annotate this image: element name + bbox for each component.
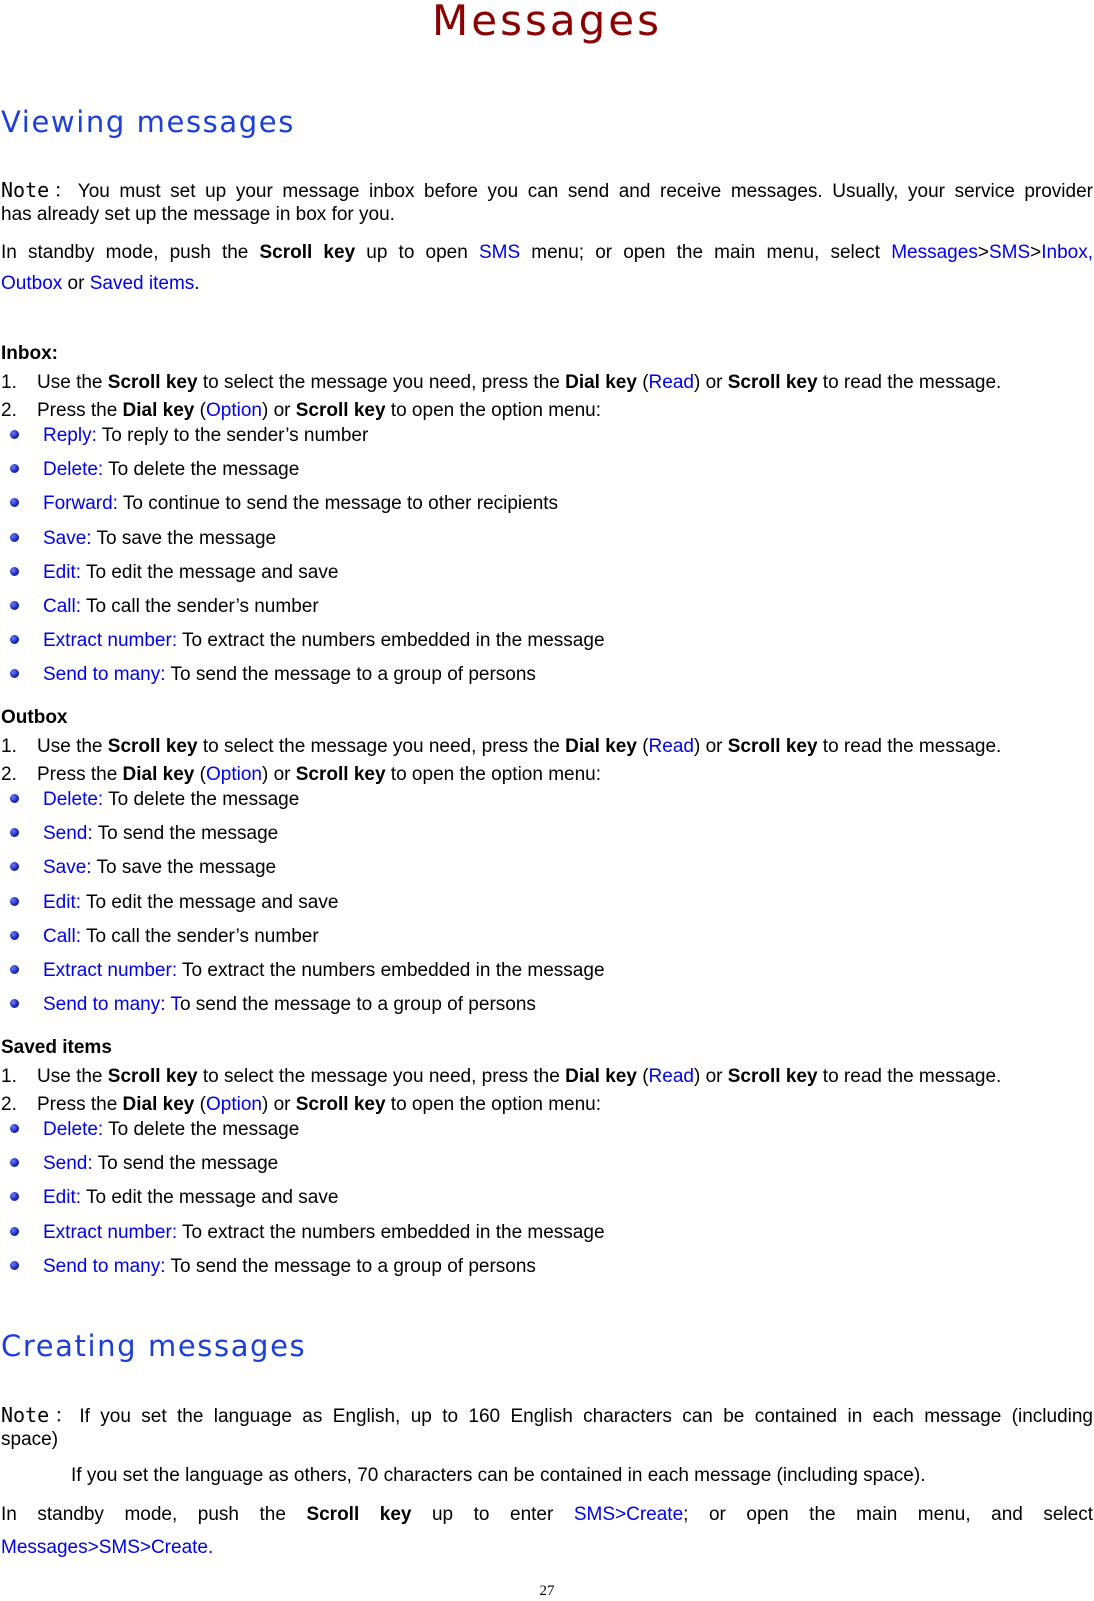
dial-key-term: Dial key [565,736,637,757]
text-run: ( [636,736,649,757]
step-number: 2. [1,764,17,785]
text-run: Use the [37,372,108,393]
text-run: Press the [37,764,123,785]
option-softkey-term: Option [205,400,262,421]
text-run: to read the message. [817,1066,1002,1087]
option-list-item [10,527,276,551]
viewing-paragraph [1,241,1093,265]
text-run: to read the message. [817,736,1002,757]
scroll-key-term: Scroll key [295,1094,386,1115]
option-list-item [10,822,278,846]
text-run: Press the [37,1094,123,1115]
bullet-icon [10,1261,19,1270]
option-label: Send to many: T [43,994,180,1016]
text-run: ) or [693,736,728,757]
text-run: to read the message. [817,372,1002,393]
scroll-key-term: Scroll key [727,736,818,757]
option-label: Send to many: [43,664,166,686]
option-list-item [10,1186,338,1210]
option-label: Edit: [43,1187,82,1209]
saved-step-2 [1,1093,601,1117]
inbox-heading: Inbox: [1,343,58,364]
option-description: To call the sender’s number [81,596,319,617]
option-list-item [10,629,605,653]
step-number: 2. [1,1094,17,1115]
dial-key-term: Dial key [122,764,195,785]
bullet-icon [10,533,19,542]
option-label: Edit: [43,891,82,913]
option-list-item [10,1255,536,1279]
option-label: Extract number: [43,630,178,652]
scroll-key-term: Scroll key [295,764,386,785]
creating-note [1,1403,1093,1429]
bullet-icon [10,931,19,940]
option-description: o send the message to a group of persons [179,994,536,1016]
option-label: Edit: [43,561,82,583]
bullet-icon [10,999,19,1008]
option-description: To extract the numbers embedded in the message [177,960,605,981]
bullet-icon [10,1124,19,1133]
text-run: ) or [261,400,296,421]
scroll-key-term: Scroll key [107,736,198,757]
option-description: To edit the message and save [81,561,339,583]
option-label: Call: [43,925,82,947]
text-run: Press the [37,400,123,421]
bullet-icon [10,897,19,906]
option-description: To send the message [92,1153,279,1175]
bullet-icon [10,567,19,576]
creating-note-continued: space) [1,1429,59,1450]
outbox-menu-term: Outbox [1,273,63,294]
option-description: To save the message [91,857,277,879]
text-run: ( [636,372,649,393]
note-text: If you set the language as English, up to 160 English characters can be contained in each message (including [79,1406,1093,1427]
text-run: ) or [693,1066,728,1087]
option-softkey-term: Option [205,1094,262,1115]
note-label: Note： [1,178,78,202]
option-label: Extract number: [43,960,178,981]
creating-paragraph [1,1503,1093,1527]
read-softkey-term: Read [648,1066,694,1087]
page-number: 27 [539,1583,555,1599]
bullet-icon [10,635,19,644]
text-run: ) or [693,372,728,393]
option-list-item [10,492,558,516]
option-description: To extract the numbers embedded in the message [177,630,605,652]
text-run: ( [194,400,206,421]
option-list-item [10,561,338,585]
option-list-item [10,891,338,915]
sms-menu-term: SMS [478,242,521,263]
option-label: Delete: [43,459,104,481]
text-run: > [977,242,989,263]
viewing-note [1,178,1093,204]
option-description: To edit the message and save [81,1187,339,1209]
option-description: To delete the message [103,789,300,810]
text-run: ) or [261,1094,296,1115]
dial-key-term: Dial key [122,1094,195,1115]
saved-step-1 [1,1065,1093,1089]
option-description: To save the message [91,527,277,549]
option-list-item [10,1221,605,1245]
text-run: up to open [355,242,479,263]
bullet-icon [10,1192,19,1201]
text-run: menu; or open the main menu, select [520,242,892,263]
scroll-key-term: Scroll key [107,1066,198,1087]
option-list-item [10,1118,299,1142]
option-description: To send the message [92,823,279,845]
option-label: Save: [43,857,92,879]
read-softkey-term: Read [648,372,694,393]
inbox-step-1 [1,371,1093,395]
outbox-heading: Outbox [1,707,68,728]
text-run: Use the [37,1066,108,1087]
option-list-item [10,959,605,983]
text-run: In standby mode, push the [1,1504,307,1525]
option-label: Delete: [43,1119,104,1140]
sms-menu-term: SMS [988,242,1031,263]
text-run: Use the [37,736,108,757]
sms-create-term: SMS>Create [573,1504,684,1525]
text-run: or [62,273,90,294]
option-label: Send: [43,823,93,845]
viewing-note-continued: has already set up the message in box for you. [1,204,395,225]
page-title: Messages [432,0,662,45]
option-label: Reply: [43,425,97,446]
read-softkey-term: Read [648,736,694,757]
bullet-icon [10,430,19,439]
outbox-step-2 [1,763,601,787]
bullet-icon [10,862,19,871]
text-run: ; or open the main menu, and select [683,1504,1093,1525]
option-description: To call the sender’s number [81,925,319,947]
creating-messages-heading: Creating messages [1,1329,307,1363]
text-run: to open the option menu: [385,1094,602,1115]
scroll-key-term: Scroll key [295,400,386,421]
text-run: ( [194,764,206,785]
option-list-item [10,595,319,619]
bullet-icon [10,1227,19,1236]
text-run: to open the option menu: [385,400,602,421]
text-run: > [1030,242,1042,263]
bullet-icon [10,464,19,473]
viewing-paragraph-continued [1,272,200,296]
outbox-step-1 [1,735,1093,759]
option-list-item [10,1152,278,1176]
scroll-key-term: Scroll key [306,1504,412,1525]
dial-key-term: Dial key [565,1066,637,1087]
bullet-icon [10,669,19,678]
step-number: 1. [1,372,17,393]
option-description: To extract the numbers embedded in the message [177,1221,605,1243]
scroll-key-term: Scroll key [727,372,818,393]
saved-items-heading: Saved items [1,1037,112,1058]
option-description: To delete the message [103,459,300,481]
option-description: To continue to send the message to other recipients [117,493,559,515]
text-run: to select the message you need, press the [197,1066,566,1087]
bullet-icon [10,1158,19,1167]
option-list-item [10,925,319,949]
bullet-icon [10,601,19,610]
text-run: ( [194,1094,206,1115]
text-run: . [194,273,200,294]
creating-note-others: If you set the language as others, 70 characters can be contained in each message (including space). [71,1465,926,1486]
option-label: Call: [43,596,82,617]
creating-paragraph-continued: Messages>SMS>Create. [1,1537,214,1558]
messages-menu-term: Messages [891,242,978,263]
dial-key-term: Dial key [122,400,195,421]
option-list-item [10,458,299,482]
inbox-menu-term: Inbox, [1041,242,1093,263]
option-label: Forward: [43,493,118,515]
option-description: To send the message to a group of persons [165,664,536,686]
option-label: Delete: [43,789,104,810]
text-run: to select the message you need, press the [197,372,566,393]
bullet-icon [10,498,19,507]
bullet-icon [10,794,19,803]
note-label: Note： [1,1403,80,1427]
option-description: To reply to the sender’s number [96,425,369,446]
scroll-key-term: Scroll key [259,242,356,263]
step-number: 1. [1,736,17,757]
scroll-key-term: Scroll key [727,1066,818,1087]
text-run: to select the message you need, press the [197,736,566,757]
inbox-step-2 [1,399,601,423]
option-list-item [10,856,276,880]
text-run: up to enter [411,1504,574,1525]
step-number: 1. [1,1066,17,1087]
option-label: Extract number: [43,1221,178,1243]
bullet-icon [10,965,19,974]
bullet-icon [10,828,19,837]
dial-key-term: Dial key [565,372,637,393]
scroll-key-term: Scroll key [107,372,198,393]
option-label: Save: [43,527,92,549]
option-description: To send the message to a group of persons [165,1255,536,1277]
viewing-messages-heading: Viewing messages [1,105,295,139]
option-list-item [10,788,299,812]
option-list-item [10,424,368,448]
option-list-item [10,993,536,1017]
text-run: ( [636,1066,649,1087]
option-description: To edit the message and save [81,891,339,913]
text-run: to open the option menu: [385,764,602,785]
text-run: ) or [261,764,296,785]
option-label: Send: [43,1153,93,1175]
saved-items-menu-term: Saved items [89,273,195,294]
option-softkey-term: Option [205,764,262,785]
note-text: You must set up your message inbox before you can send and receive messages. Usually, your service provider [77,181,1093,202]
option-list-item [10,663,536,687]
text-run: In standby mode, push the [1,242,260,263]
step-number: 2. [1,400,17,421]
option-label: Send to many: [43,1255,166,1277]
option-description: To delete the message [103,1119,300,1140]
